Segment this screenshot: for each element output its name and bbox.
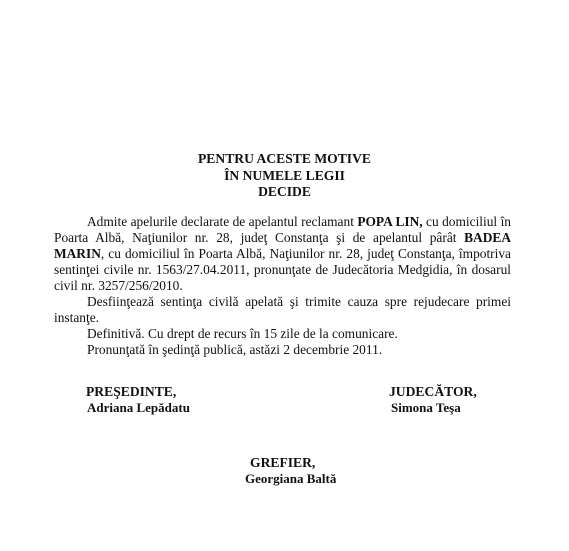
- heading-motives: PENTRU ACESTE MOTIVE: [198, 151, 371, 166]
- paragraph-admits-appeals: [54, 214, 511, 294]
- decision-body: [54, 214, 511, 358]
- heading-decide: DECIDE: [258, 184, 311, 199]
- appellant-name-badea: BADEA MARIN: [54, 230, 511, 261]
- clerk-title: GREFIER,: [250, 455, 316, 470]
- signature-clerk: [245, 455, 336, 487]
- paragraph-text: Admite apelurile declarate de apelantul reclamant: [87, 214, 358, 229]
- paragraph-pronounced: Pronunţată în şedinţă publică, astăzi 2 decembrie 2011.: [87, 342, 383, 357]
- president-title: PREŞEDINTE,: [86, 384, 177, 399]
- paragraph-annuls-sentence: Desfiinţează sentinţa civilă apelată şi trimite cauza spre rejudecare primei instanţe.: [54, 294, 511, 325]
- paragraph-text: cu domiciliul în Poarta Albă, Naţiunilor nr. 28, judeţ Constanţa şi de apelantul pârât: [54, 214, 511, 245]
- judge-title: JUDECĂTOR,: [389, 384, 477, 399]
- signature-judge: [389, 384, 477, 416]
- judge-name: Simona Teşa: [391, 400, 461, 415]
- signature-president: [86, 384, 190, 416]
- appellant-name-popa: POPA LIN,: [357, 214, 423, 229]
- paragraph-definitive: Definitivă. Cu drept de recurs în 15 zile de la comunicare.: [87, 326, 398, 341]
- paragraph-text: , cu domiciliul în Poarta Albă, Naţiunilor nr. 28, judeţ Constanţa, împotriva sentinţei civile nr. 1563/27.04.2011, pronunţate de Judecătoria Medgidia, în dosarul civil nr. 3257/256/2010.: [54, 246, 511, 293]
- clerk-name: Georgiana Baltă: [245, 471, 337, 486]
- heading-in-name-of-law: ÎN NUMELE LEGII: [224, 168, 345, 183]
- president-name: Adriana Lepădatu: [87, 400, 190, 415]
